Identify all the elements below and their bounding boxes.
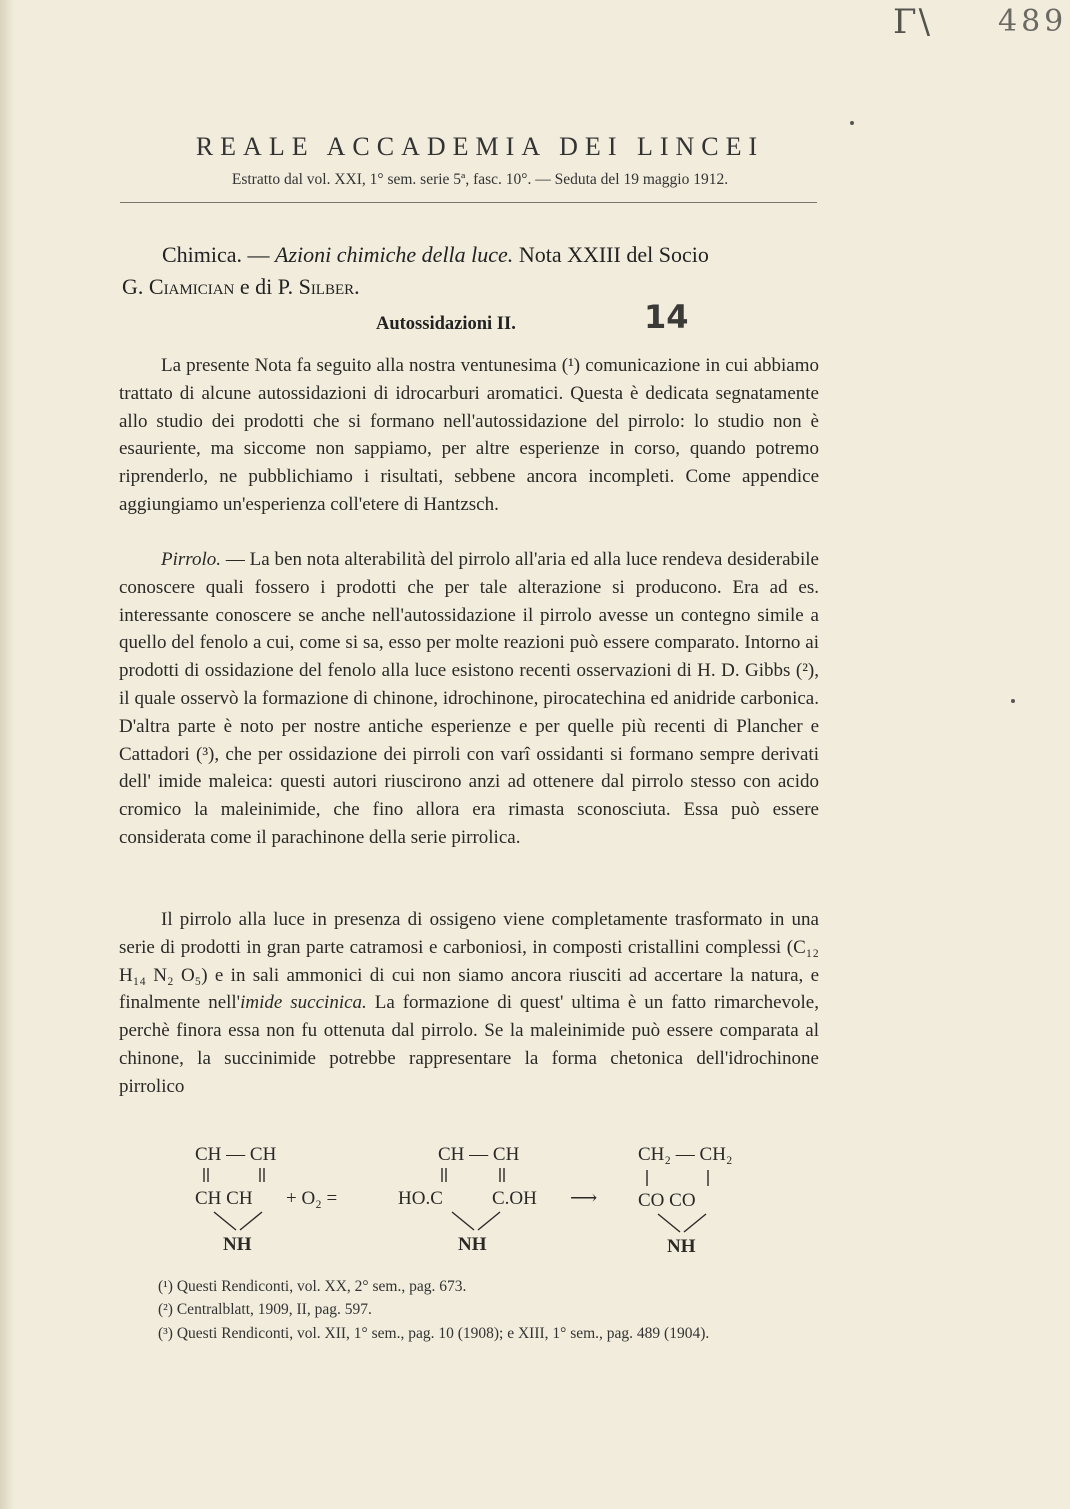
academy-header: REALE ACCADEMIA DEI LINCEI — [195, 132, 765, 161]
ring-bond-2b — [478, 1212, 500, 1230]
enol-right: C.OH — [492, 1188, 537, 1209]
page-edge-shadow — [0, 0, 14, 1509]
ring-bond-2a — [452, 1212, 474, 1230]
enol-left: HO.C — [398, 1188, 443, 1209]
succinimide-bottom: CO CO — [638, 1190, 696, 1211]
handwritten-page-number: 489 — [998, 4, 1068, 39]
paper-speck — [1011, 699, 1015, 703]
paragraph-2 — [119, 546, 819, 852]
header-rule — [120, 202, 817, 203]
paragraph-3-body-b: La formazione di quest' ultima è un fatto rimarchevole, perchè finora essa non fu ottenuta dal pirrolo. Se la maleinimide può essere comparata al chinone, la succinimide potrebbe rappresentare la forma chetonica dell'idrochinone pirrolico — [119, 992, 819, 1097]
handwritten-mark: Γ\ — [893, 2, 933, 42]
reaction-arrow: ⟶ — [570, 1188, 598, 1209]
authors-end: . — [354, 274, 360, 299]
footnote-3: (³) Questi Rendiconti, vol. XII, 1° sem., pag. 10 (1908); e XIII, 1° sem., pag. 489 (1904). — [158, 1325, 710, 1342]
authors-connector: e di P. — [234, 274, 299, 299]
extract-line: Estratto dal vol. XXI, 1° sem. serie 5ª, fasc. 10°. — Seduta del 19 maggio 1912. — [231, 171, 729, 188]
ring-bond-3b — [684, 1214, 706, 1232]
article-title — [162, 242, 822, 268]
nh-2: NH — [458, 1234, 487, 1255]
paragraph-1-text: La presente Nota fa seguito alla nostra ventunesima (¹) comunicazione in cui abbiamo trattato di alcune autossidazioni di idrocarburi aromatici. Questa è dedicata segnatamente allo studio dei prodotti che si formano nell'autossidazione del pirrolo: lo studio non è esauriente, ma siccome non sappiamo, per altre esperienze in corso, quando potremo riprenderlo, ne pubblichiamo i risultati, sebbene ancora incompleti. Come appendice aggiungiamo un'esperienza coll'etere di Hantzsch. — [119, 355, 819, 515]
footnote-2: (²) Centralblatt, 1909, II, pag. 597. — [158, 1301, 372, 1318]
paragraph-3-italic: imide succinica. — [240, 992, 367, 1014]
paragraph-2-text — [119, 546, 819, 852]
article-authors — [122, 274, 822, 300]
author1-initial: G. — [122, 274, 149, 299]
nh-3: NH — [667, 1236, 696, 1257]
nh-1: NH — [223, 1234, 252, 1255]
title-dash: — — [242, 242, 276, 267]
pyrrole-bottom: CH CH — [195, 1188, 253, 1209]
ring-bond-1a — [214, 1212, 236, 1230]
paragraph-2-lead: Pirrolo. — [161, 549, 221, 570]
paragraph-3-body-a: Il pirrolo alla luce in presenza di ossigeno viene completamente trasformato in una serie di prodotti in gran parte catramosi e carboniosi, in composti cristallini complessi (C₁₂ H₁₄ N₂ O₅) e in sali ammonici di cui non siamo ancora riusciti ad accertare la natura, e finalmente nell' — [119, 909, 819, 1014]
section-subtitle: Autossidazioni II. — [376, 314, 516, 334]
pencil-number: 14 — [644, 298, 689, 336]
succinimide-top: CH₂ — CH₂ — [638, 1144, 733, 1165]
enol-top: CH — CH — [438, 1144, 520, 1165]
paper-speck — [850, 121, 854, 125]
chemical-equation — [190, 1140, 770, 1260]
title-topic: Azioni chimiche della luce. — [275, 242, 514, 267]
paragraph-3 — [119, 906, 819, 1101]
paragraph-1 — [119, 352, 819, 519]
paragraph-2-body: — La ben nota alterabilità del pirrolo all'aria ed alla luce rendeva desiderabile conoscere quali fossero i prodotti che per tale alterazione si producono. Era ad es. interessante conoscere se anche nell'autossidazione il pirrolo avesse un contegno simile a quello del fenolo a cui, come si sa, esso per molte reazioni può essere comparato. Intorno ai prodotti di ossidazione del fenolo alla luce esistono recenti osservazioni di H. D. Gibbs (²), il quale osservò la formazione di chinone, idrochinone, pirocatechina ed anidride carbonica. D'altra parte è noto per nostre antiche esperienze e per quelle più recenti di Plancher e Cattadori (³), che per ossidazione dei pirroli con varî ossidanti si formano sempre derivati dell' imide maleica: questi autori riuscirono anzi ad ottenere dal pirrolo stesso con acido cromico la maleinimide, che fino allora era rimasta sconosciuta. Essa può essere considerata come il parachinone della serie pirrolica. — [119, 549, 819, 848]
ring-bond-3a — [658, 1214, 680, 1232]
plus-oxygen: + O₂ = — [286, 1188, 338, 1209]
title-section: Chimica. — [162, 242, 243, 267]
chemical-equation-diagram — [190, 1140, 770, 1260]
author1-name: Ciamician — [148, 274, 235, 299]
author2-name: Silber — [298, 274, 355, 299]
ring-bond-1b — [240, 1212, 262, 1230]
title-nota: Nota XXIII del Socio — [513, 242, 709, 267]
footnote-1: (¹) Questi Rendiconti, vol. XX, 2° sem., pag. 673. — [158, 1278, 467, 1295]
pyrrole-top: CH — CH — [195, 1144, 277, 1165]
paragraph-3-text — [119, 906, 819, 1101]
